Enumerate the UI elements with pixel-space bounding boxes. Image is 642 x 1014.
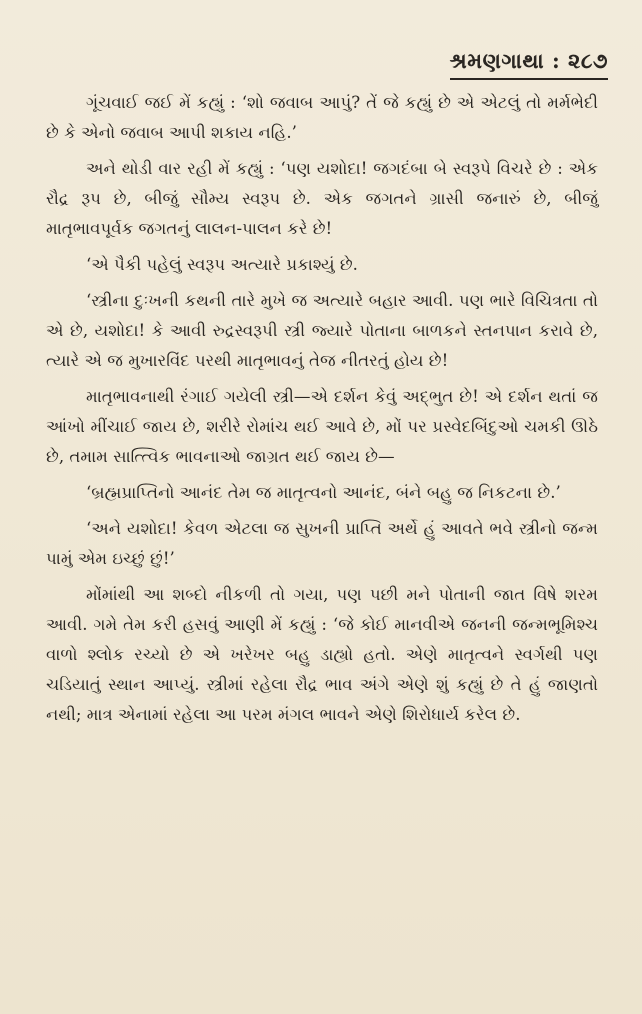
running-header: શ્રમણગાથા : ૨૮૭ — [450, 48, 608, 80]
paragraph-6: ‘બ્રહ્મપ્રાપ્તિનો આનંદ તેમ જ માતૃત્વનો આનંદ, બંને બહુ જ નિકટના છે.’ — [86, 483, 561, 502]
page-body — [46, 88, 598, 736]
paragraph-4: ‘સ્ત્રીના દુઃખની કથની તારે મુખે જ અત્યારે બહાર આવી. પણ ભારે વિચિત્રતા તો એ છે, યશોદા! કે આવી રુદ્રસ્વરૂપી સ્ત્રી જ્યારે પોતાના બાળકને સ્તનપાન કરાવે છે, ત્યારે એ જ મુખારવિંદ પરથી માતૃભાવનું તેજ નીતરતું હોય છે! — [46, 291, 598, 370]
paragraph-3: ‘એ પૈકી પહેલું સ્વરૂપ અત્યારે પ્રકાશ્યું છે. — [86, 255, 358, 274]
paragraph-7: ‘અને યશોદા! કેવળ એટલા જ સુખની પ્રાપ્તિ અર્થે હું આવતે ભવે સ્ત્રીનો જન્મ પામું એમ ઇચ્છું છું!’ — [46, 519, 598, 568]
paragraph-8: મોંમાંથી આ શબ્દો નીકળી તો ગયા, પણ પછી મને પોતાની જાત વિષે શરમ આવી. ગમે તેમ કરી હસવું આણી મેં કહ્યું : ‘જે કોઈ માનવીએ જનની જન્મભૂમિશ્ચ વાળો શ્લોક રચ્યો છે એ ખરેખર બહુ ડાહ્યો હતો. એણે માતૃત્વને સ્વર્ગથી પણ ચડિયાતું સ્થાન આપ્યું. સ્ત્રીમાં રહેલા રૌદ્ર ભાવ અંગે એણે શું કહ્યું છે તે હું જાણતો નથી; માત્ર એનામાં રહેલા આ પરમ મંગલ ભાવને એણે શિરોધાર્ય કરેલ છે. — [46, 585, 598, 724]
paragraph-1: ગૂંચવાઈ જઈ મેં કહ્યું : ‘શો જવાબ આપું? તેં જે કહ્યું છે એ એટલું તો મર્મભેદી છે કે એનો જવાબ આપી શકાય નહિ.’ — [46, 93, 598, 142]
paragraph-5: માતૃભાવનાથી રંગાઈ ગયેલી સ્ત્રી—એ દર્શન કેવું અદ્ભુત છે! એ દર્શન થતાં જ આંખો મીંચાઈ જાય છે, શરીરે રોમાંચ થઈ આવે છે, મોં પર પ્રસ્વેદબિંદુઓ ચમકી ઊઠે છે, તમામ સાત્ત્વિક ભાવનાઓ જાગ્રત થઈ જાય છે— — [46, 387, 598, 466]
paragraph-2: અને થોડી વાર રહી મેં કહ્યું : ‘પણ યશોદા! જગદંબા બે સ્વરૂપે વિચરે છે : એક રૌદ્ર રૂપ છે, બીજું સૌમ્ય સ્વરૂપ છે. એક જગતને ગ્રાસી જનારું છે, બીજું માતૃભાવપૂર્વક જગતનું લાલન-પાલન કરે છે! — [46, 159, 598, 238]
